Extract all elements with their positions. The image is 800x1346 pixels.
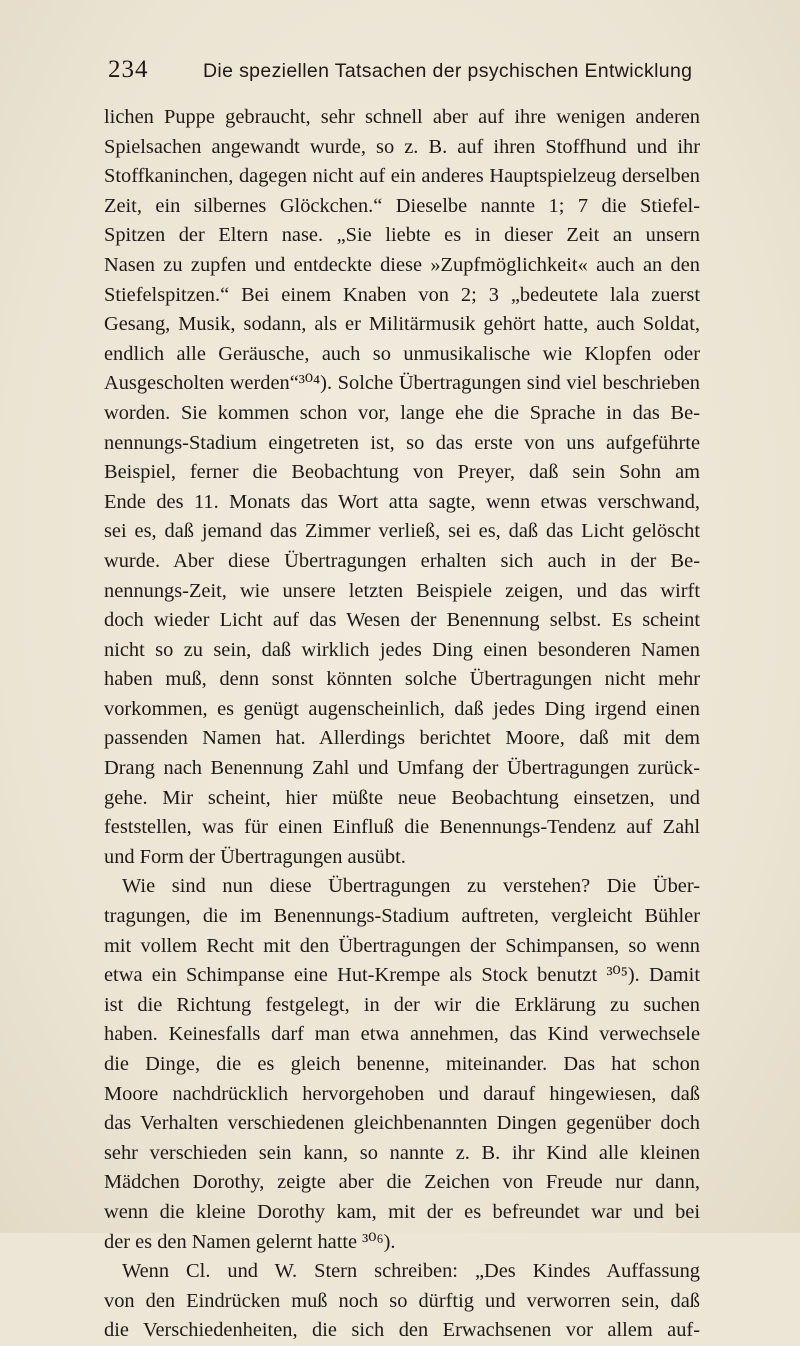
text-line: feststellen, was für einen Einfluß die Benennungs-Tendenz auf Zahl (104, 816, 700, 839)
text-line: Wie sind nun diese Übertragungen zu verstehen? Die Über- (122, 875, 700, 898)
text-line: Ausgescholten werden“³⁰⁴). Solche Übertragungen sind viel beschrieben (104, 372, 700, 395)
text-line: lichen Puppe gebraucht, sehr schnell aber auf ihre wenigen anderen (104, 106, 700, 128)
text-line: tragungen, die im Benennungs-Stadium auftreten, vergleicht Bühler (104, 905, 700, 928)
text-line: Nasen zu zupfen und entdeckte diese »Zupfmöglichkeit« auch an den (104, 253, 700, 276)
text-line: nennungs-Stadium eingetreten ist, so das erste von uns aufgeführte (104, 431, 700, 454)
text-line: vorkommen, es genügt augenscheinlich, daß jedes Ding irgend einen (104, 697, 700, 720)
text-line: Stoffkaninchen, dagegen nicht auf ein anderes Hauptspielzeug derselben (104, 165, 700, 188)
text-line: Wenn Cl. und W. Stern schreiben: „Des Kindes Auffassung (122, 1260, 700, 1283)
page-number: 234 (108, 56, 149, 83)
text-line: von den Eindrücken muß noch so dürftig und verworren sein, daß (104, 1289, 700, 1312)
text-line: Spielsachen angewandt wurde, so z. B. auf ihren Stoffhund und ihr (104, 135, 700, 158)
text-line: passenden Namen hat. Allerdings berichtet Moore, daß mit dem (104, 727, 700, 750)
text-line: gehe. Mir scheint, hier müßte neue Beobachtung einsetzen, und (104, 786, 700, 809)
text-line: Spitzen der Eltern nase. „Sie liebte es in dieser Zeit an unsern (104, 224, 700, 247)
text-line: Moore nachdrücklich hervorgehoben und darauf hingewiesen, daß (104, 1082, 700, 1105)
text-line: haben muß, denn sonst könnten solche Übertragungen nicht mehr (104, 668, 700, 691)
text-line: sei es, daß jemand das Zimmer verließ, sei es, daß das Licht gelöscht (104, 520, 700, 543)
text-line: Gesang, Musik, sodann, als er Militärmusik gehört hatte, auch Soldat, (104, 313, 700, 336)
body-text (104, 103, 700, 1346)
text-line: Mädchen Dorothy, zeigte aber die Zeichen von Freude nur dann, (104, 1171, 700, 1194)
text-line: doch wieder Licht auf das Wesen der Benennung selbst. Es scheint (104, 609, 700, 632)
text-line: die Dinge, die es gleich benenne, miteinander. Das hat schon (104, 1053, 700, 1075)
text-line: Beispiel, ferner die Beobachtung von Preyer, daß sein Sohn am (104, 461, 700, 484)
text-line: das Verhalten verschiedenen gleichbenannten Dingen gegenüber doch (104, 1112, 700, 1135)
text-line: Ende des 11. Monats das Wort atta sagte, wenn etwas verschwand, (104, 490, 700, 513)
text-line: Zeit, ein silbernes Glöckchen.“ Dieselbe nannte 1; 7 die Stiefel- (104, 194, 700, 217)
text-line: nicht so zu sein, daß wirklich jedes Ding einen besonderen Namen (104, 638, 700, 661)
text-line: Drang nach Benennung Zahl und Umfang der Übertragungen zurück- (104, 757, 700, 780)
text-line: nennungs-Zeit, wie unsere letzten Beispiele zeigen, und das wirft (104, 579, 700, 602)
text-line: etwa ein Schimpanse eine Hut-Krempe als Stock benutzt ³⁰⁵). Damit (104, 964, 700, 987)
text-line: wurde. Aber diese Übertragungen erhalten sich auch in der Be- (104, 549, 700, 572)
text-line: wenn die kleine Dorothy kam, mit der es befreundet war und bei (104, 1200, 700, 1223)
text-line: worden. Sie kommen schon vor, lange ehe die Sprache in das Be- (104, 401, 700, 424)
text-line: sehr verschieden sein kann, so nannte z. B. ihr Kind alle kleinen (104, 1141, 700, 1164)
text-line: mit vollem Recht mit den Übertragungen der Schimpansen, so wenn (104, 934, 700, 957)
text-line: ist die Richtung festgelegt, in der wir die Erklärung zu suchen (104, 993, 700, 1016)
text-line: der es den Namen gelernt hatte ³⁰⁶). (104, 1230, 396, 1253)
text-line: die Verschiedenheiten, die sich den Erwachsenen vor allem auf- (104, 1319, 700, 1342)
text-line: endlich alle Geräusche, auch so unmusikalische wie Klopfen oder (104, 342, 700, 365)
text-line: und Form der Übertragungen ausübt. (104, 845, 406, 868)
text-line: Stiefelspitzen.“ Bei einem Knaben von 2; 3 „bedeutete lala zuerst (104, 283, 700, 306)
running-head: Die speziellen Tatsachen der psychischen Entwicklung (203, 60, 693, 82)
page-header (108, 56, 698, 88)
text-line: haben. Keinesfalls darf man etwa annehmen, das Kind verwechsele (104, 1023, 700, 1046)
